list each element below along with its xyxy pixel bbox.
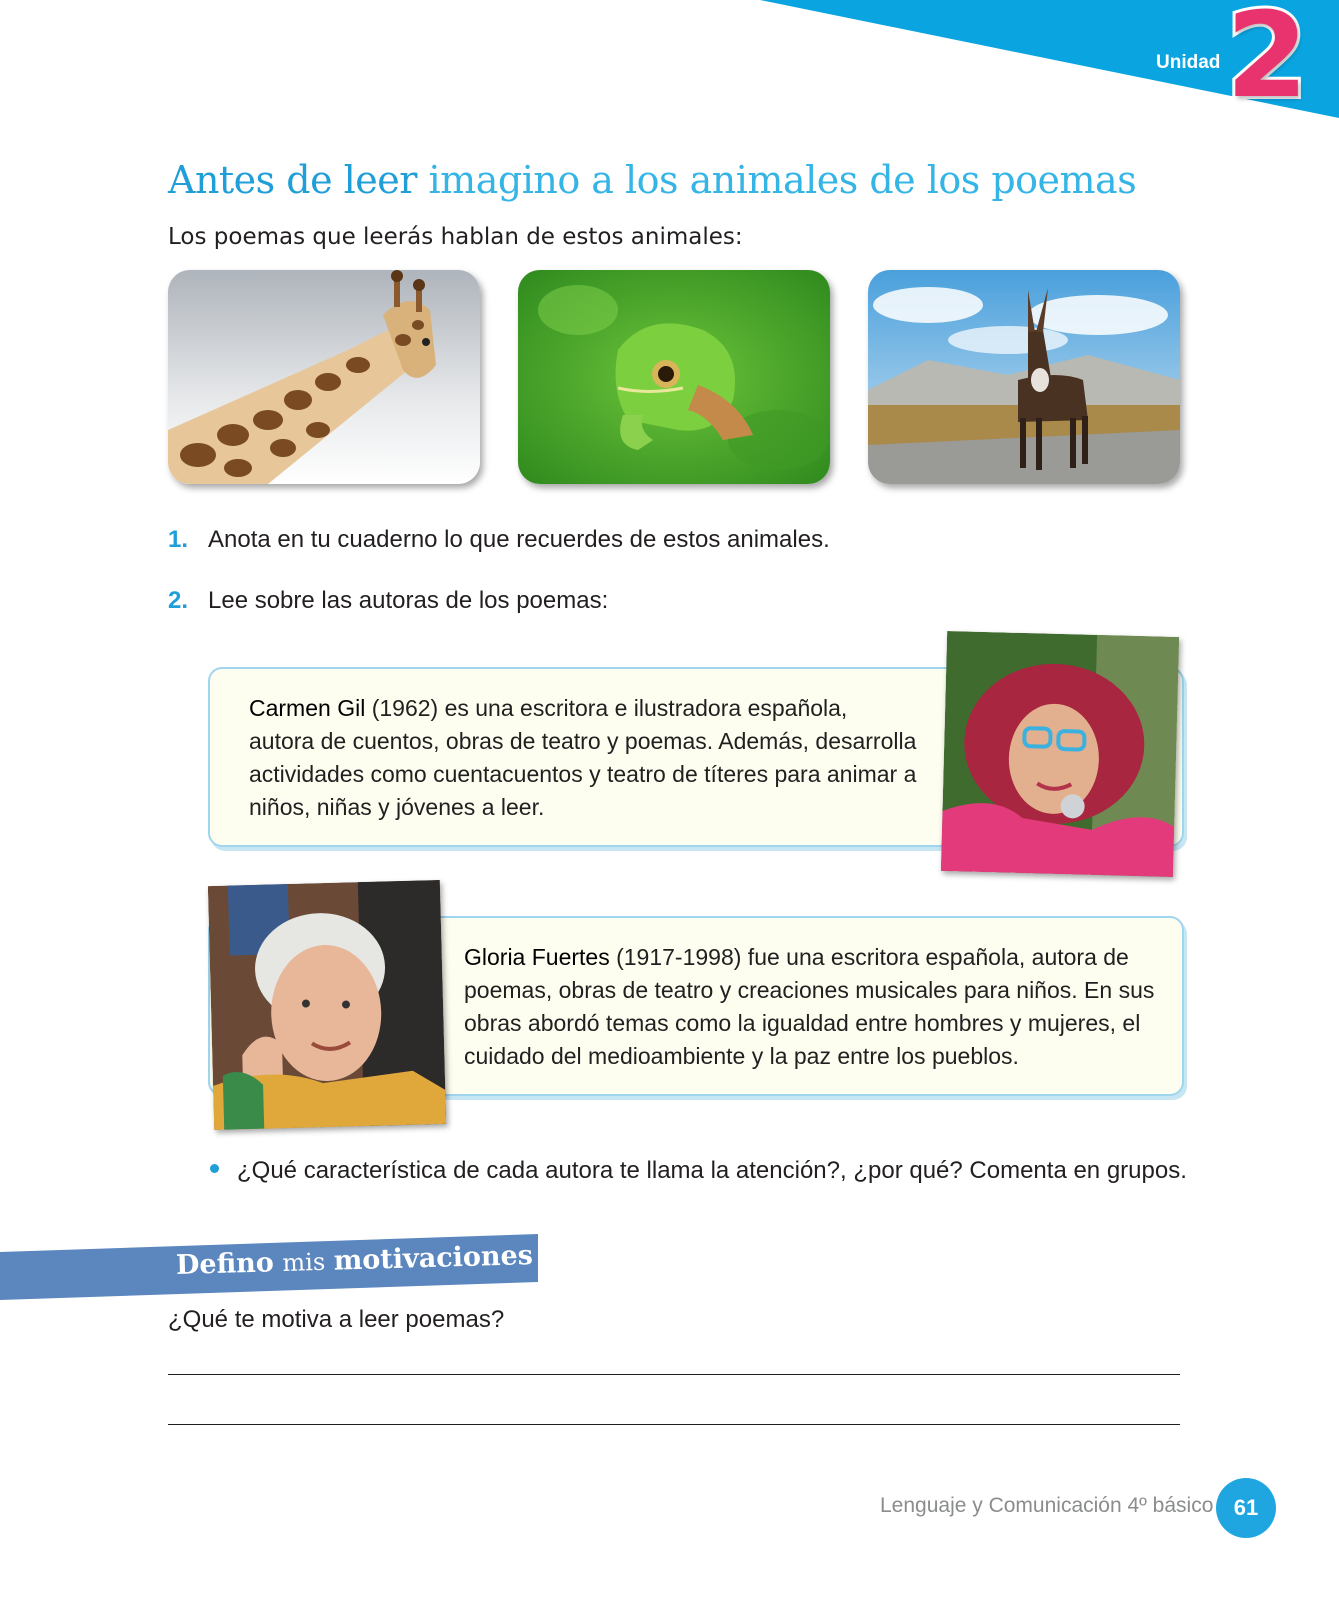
item-text: Lee sobre las autoras de los poemas: (208, 587, 609, 614)
donkey-photo (868, 270, 1180, 484)
section-title (168, 160, 1136, 202)
section-subtitle: Los poemas que leerás hablan de estos animales: (168, 224, 743, 250)
bio-line: actividades como cuentacuentos y teatro de títeres para animar a (249, 761, 917, 787)
bio-line: cuidado del medioambiente y la paz entre los pueblos. (464, 1043, 1019, 1069)
portrait-carmen-gil (941, 631, 1179, 877)
bullet-question (210, 1157, 1187, 1185)
bio-line: (1962) es una escritora e ilustradora española, (365, 695, 848, 721)
section-title-strong: Antes de leer (168, 158, 417, 202)
motivation-word-3: motivaciones (333, 1240, 534, 1277)
frog-photo (518, 270, 830, 484)
footer-book-title: Lenguaje y Comunicación 4º básico (880, 1494, 1214, 1517)
unit-number: 2 (1226, 0, 1309, 124)
item-number: 1. (168, 526, 189, 553)
motivation-question: ¿Qué te motiva a leer poemas? (168, 1306, 505, 1333)
instruction-item-1 (168, 526, 830, 554)
bullet-dot-icon (210, 1164, 219, 1173)
author-name: Carmen Gil (249, 695, 366, 721)
bullet-text: ¿Qué característica de cada autora te llama la atención?, ¿por qué? Comenta en grupos. (237, 1157, 1187, 1184)
giraffe-photo (168, 270, 480, 484)
section-title-rest: imagino a los animales de los poemas (416, 158, 1137, 202)
item-text: Anota en tu cuaderno lo que recuerdes de estos animales. (208, 526, 830, 553)
page-number-badge (1216, 1478, 1276, 1538)
item-number: 2. (168, 587, 189, 614)
author-name: Gloria Fuertes (464, 944, 610, 970)
motivation-word-1: Defino (175, 1247, 275, 1281)
bio-line: (1917-1998) fue una escritora española, autora de (609, 944, 1129, 970)
bio-line: autora de cuentos, obras de teatro y poemas. Además, desarrolla (249, 728, 917, 754)
bio-line: niños, niñas y jóvenes a leer. (249, 794, 545, 820)
motivation-word-2: mis (282, 1247, 326, 1278)
author-bio-carmen-gil (249, 692, 939, 824)
page-number: 61 (1233, 1495, 1259, 1520)
instruction-item-2 (168, 587, 608, 615)
unit-banner (0, 0, 1339, 130)
portrait-gloria-fuertes (208, 880, 446, 1130)
author-bio-gloria-fuertes (464, 941, 1164, 1073)
bio-line: obras abordó temas como la igualdad entre hombres y mujeres, el (464, 1010, 1141, 1036)
answer-line-1[interactable] (168, 1374, 1180, 1375)
unit-label: Unidad (1156, 52, 1221, 73)
answer-line-2[interactable] (168, 1424, 1180, 1425)
bio-line: poemas, obras de teatro y creaciones musicales para niños. En sus (464, 977, 1155, 1003)
